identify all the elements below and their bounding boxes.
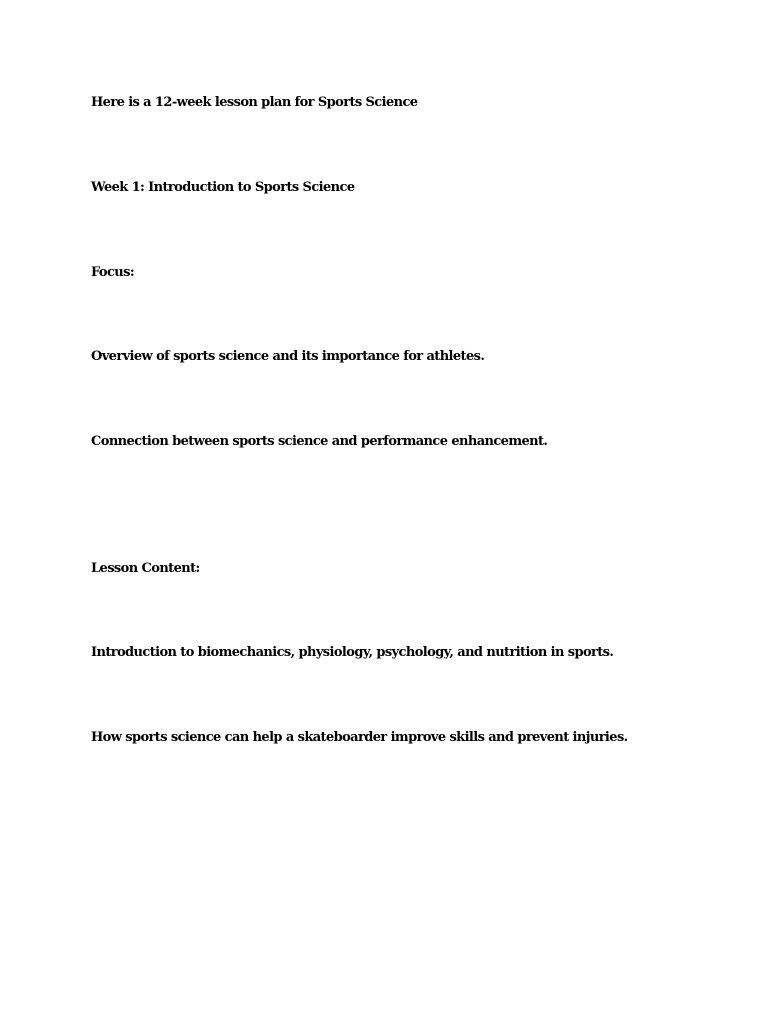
focus-heading: Focus: (91, 265, 135, 280)
lesson-content-item: How sports science can help a skateboarder improve skills and prevent injuries. (91, 730, 628, 745)
lesson-content-item: Introduction to biomechanics, physiology, psychology, and nutrition in sports. (91, 645, 614, 660)
focus-item: Connection between sports science and performance enhancement. (91, 434, 548, 449)
document-title: Here is a 12-week lesson plan for Sports Science (91, 95, 418, 110)
lesson-content-heading: Lesson Content: (91, 561, 200, 576)
week-heading: Week 1: Introduction to Sports Science (91, 180, 355, 195)
focus-item: Overview of sports science and its importance for athletes. (91, 349, 485, 364)
